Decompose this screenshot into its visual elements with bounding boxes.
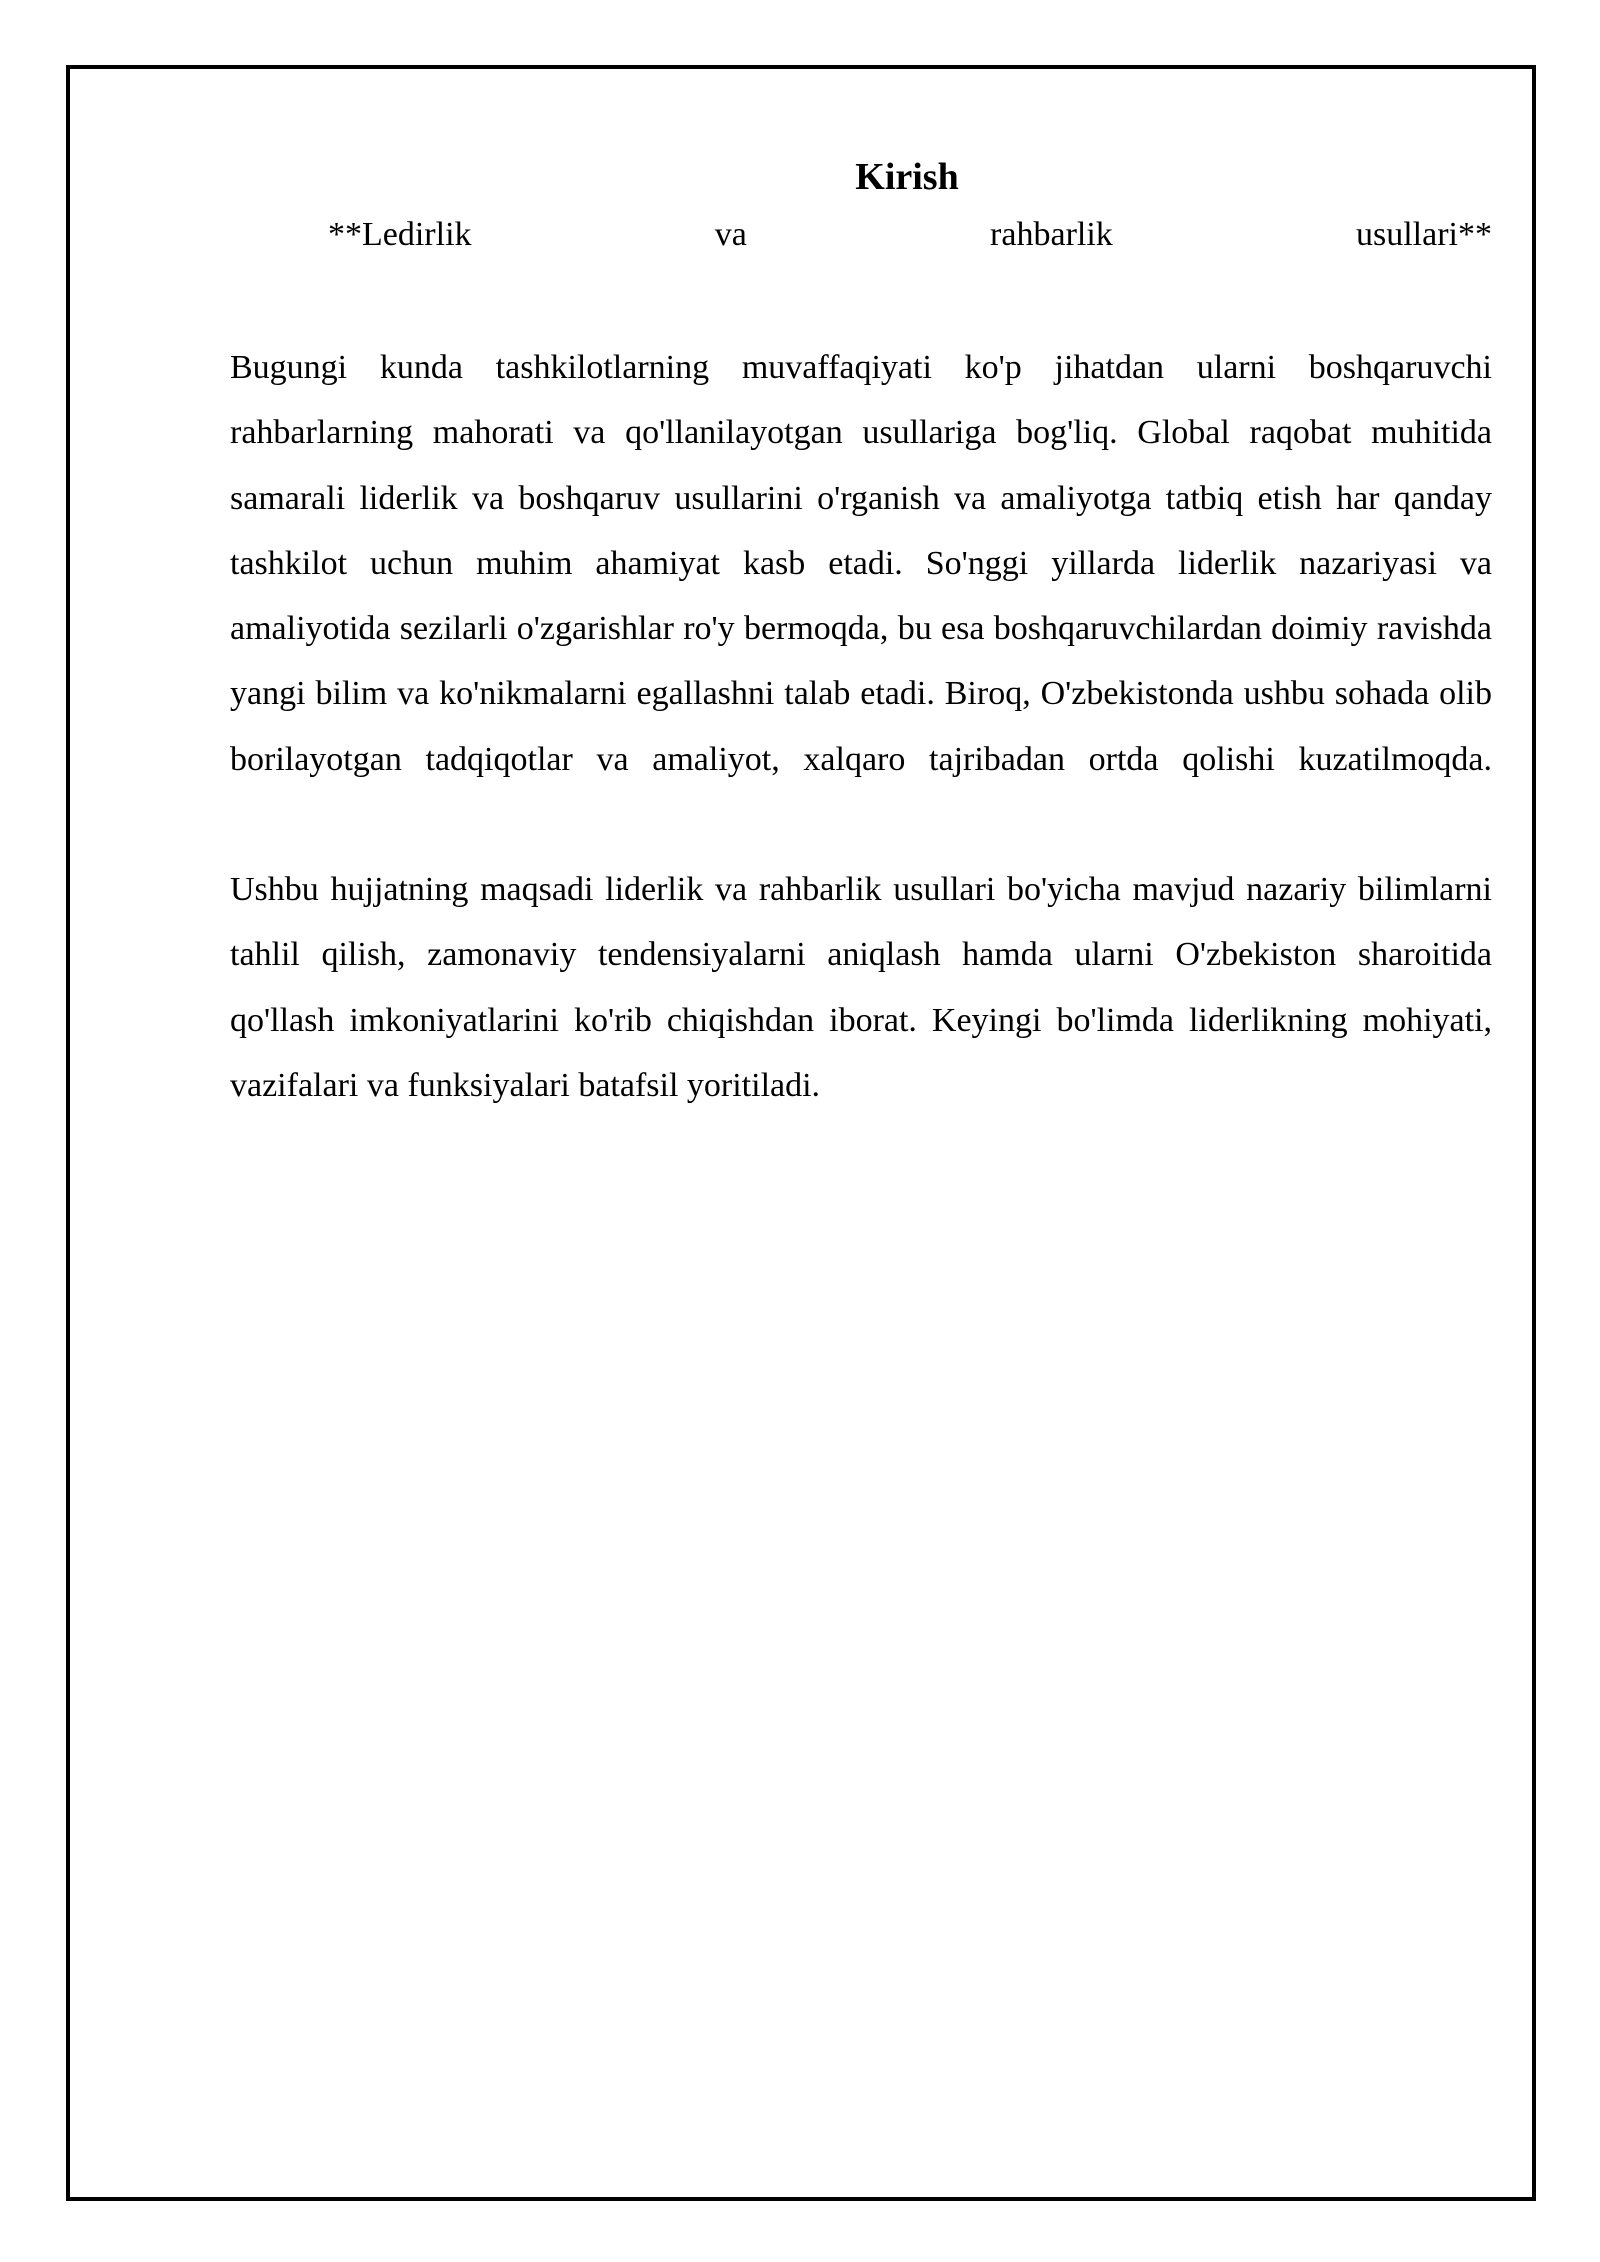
- document-title: Kirish: [855, 156, 959, 198]
- document-body: [230, 150, 1492, 1118]
- document-subtitle: **Ledirlik va rahbarlik usullari**: [328, 216, 1492, 253]
- paragraph-purpose: Ushbu hujjatning maqsadi liderlik va rahbarlik usullari bo'yicha mavjud nazariy bilimlarni tahlil qilish, zamonaviy tendensiyalarni aniqlash hamda ularni O'zbekiston sharoitida qo'llash imkoniyatlarini ko'rib chiqishdan iborat. Keyingi bo'limda liderlikning mohiyati, vazifalari va funksiyalari batafsil yoritiladi.: [230, 871, 1492, 1104]
- paragraph-intro: Bugungi kunda tashkilotlarning muvaffaqiyati ko'p jihatdan ularni boshqaruvchi rahbarlarning mahorati va qo'llanilayotgan usullariga bog'liq. Global raqobat muhitida samarali liderlik va boshqaruv usullarini o'rganish va amaliyotga tatbiq etish har qanday tashkilot uchun muhim ahamiyat kasb etadi. So'nggi yillarda liderlik nazariyasi va amaliyotida sezilarli o'zgarishlar ro'y bermoqda, bu esa boshqaruvchilardan doimiy ravishda yangi bilim va ko'nikmalarni egallashni talab etadi. Biroq, O'zbekistonda ushbu sohada olib borilayotgan tadqiqotlar va amaliyot, xalqaro tajribadan ortda qolishi kuzatilmoqda.: [230, 349, 1492, 778]
